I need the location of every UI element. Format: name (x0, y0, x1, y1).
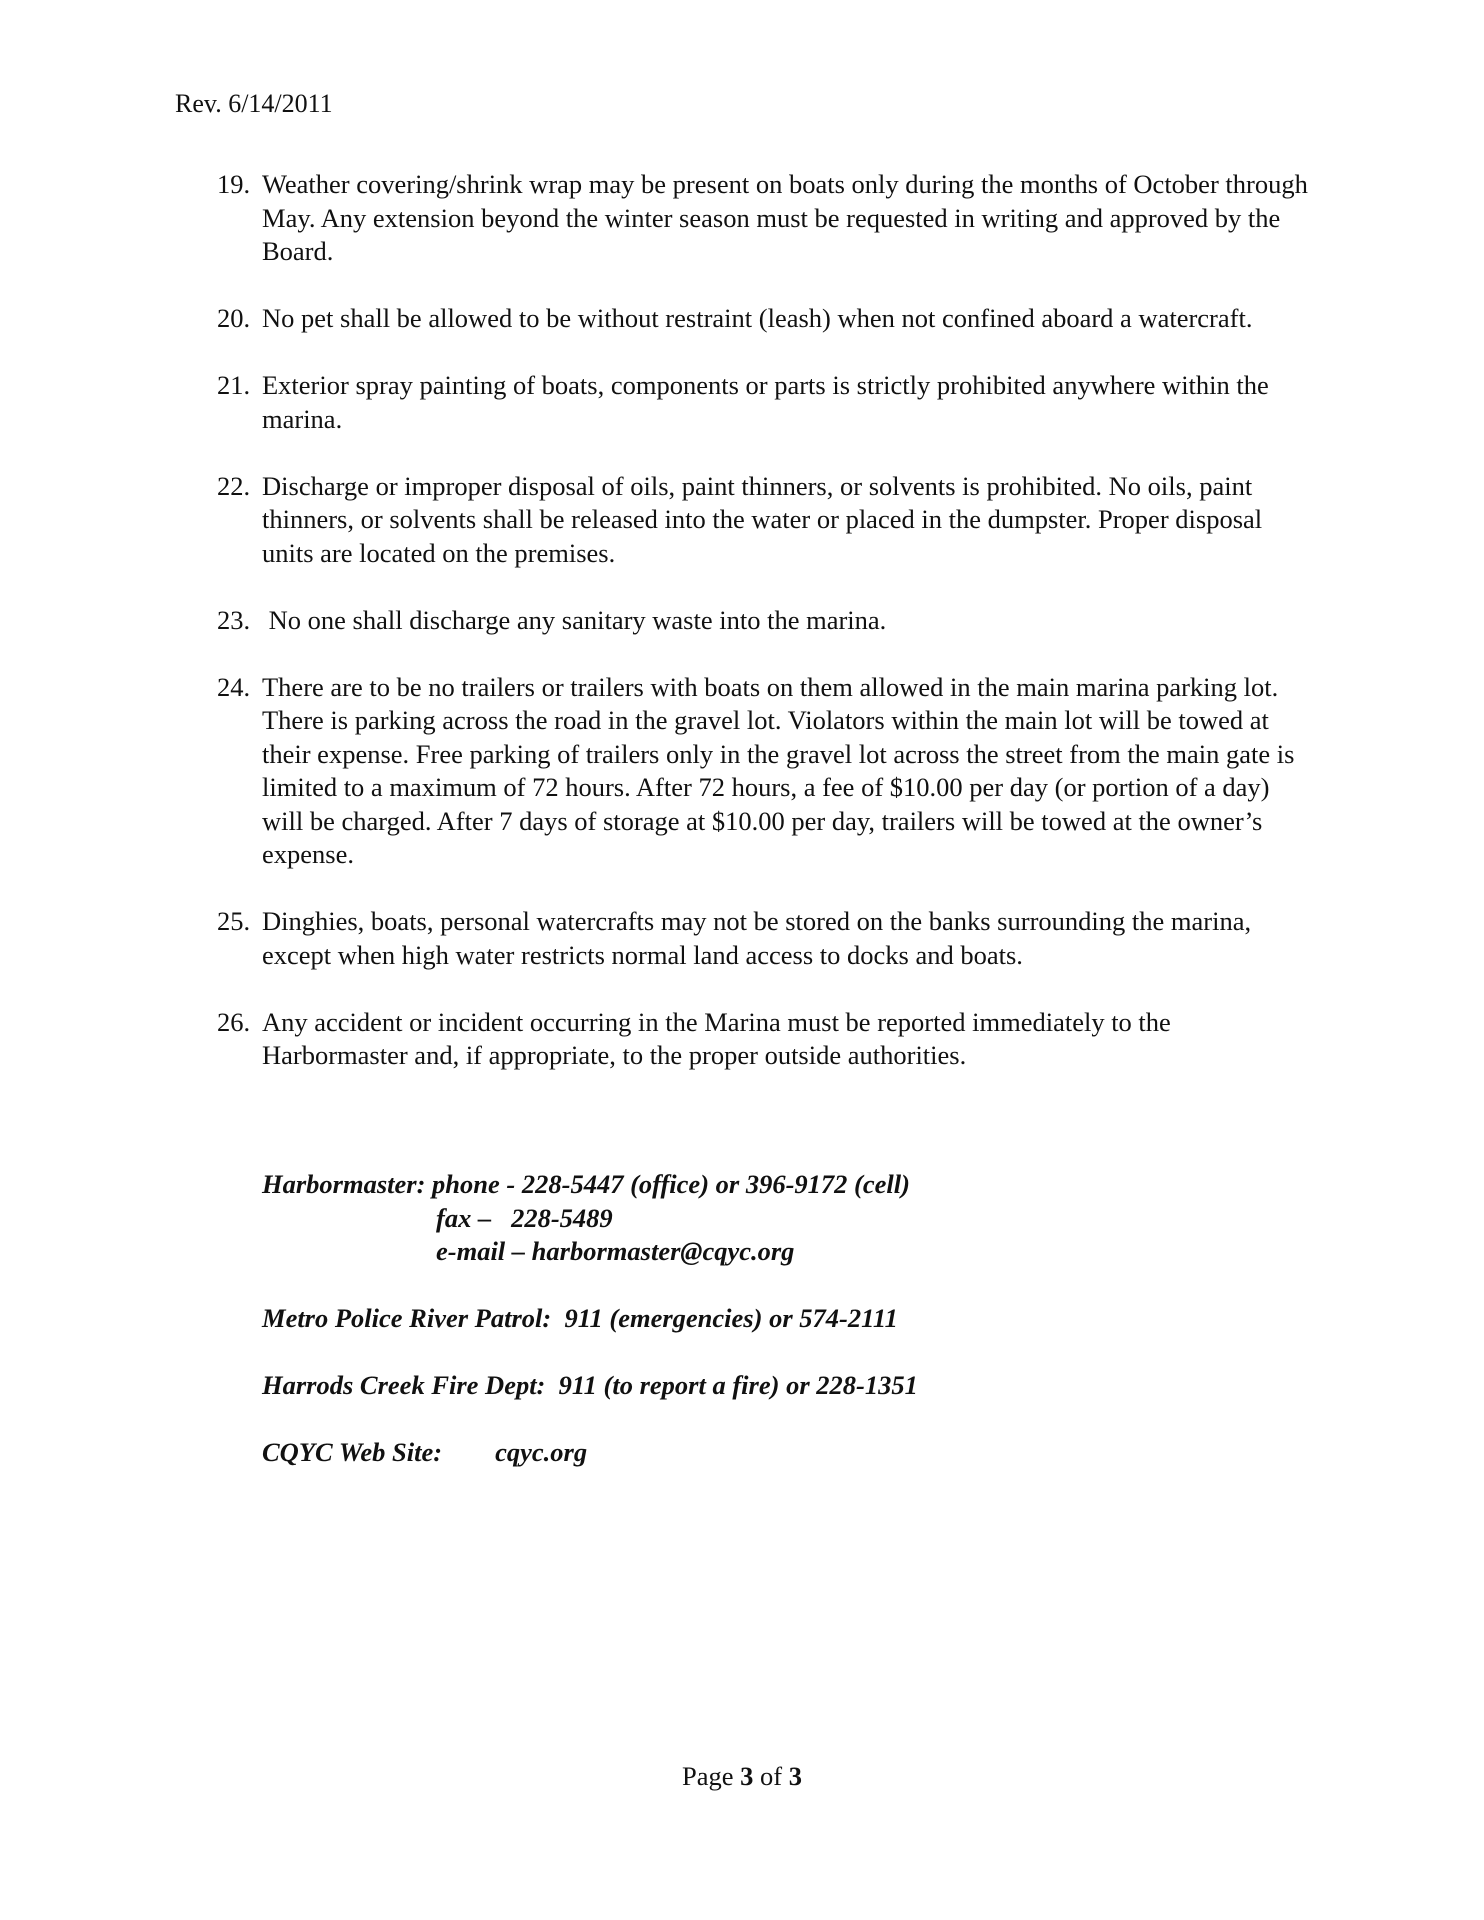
rule-text: Exterior spray painting of boats, components or parts is strictly prohibited anywhere within the marina. (262, 370, 1269, 434)
rule-text: Any accident or incident occurring in the Marina must be reported immediately to the Harbormaster and, if appropriate, to the proper outside authorities. (262, 1006, 1171, 1070)
rule-number: 26. (217, 1006, 251, 1037)
rule-number: 21. (217, 370, 251, 400)
revision-date: Rev. 6/14/2011 (175, 89, 333, 118)
rule-item (0, 1006, 1484, 1073)
rules-list (0, 168, 1484, 1106)
police-contact: Metro Police River Patrol: 911 (emergencies) or 574-2111 (262, 1303, 898, 1333)
page-label: Page (682, 1761, 741, 1791)
rule-text: No pet shall be allowed to be without restraint (leash) when not confined aboard a watercraft. (262, 303, 1253, 333)
rule-text: Discharge or improper disposal of oils, paint thinners, or solvents is prohibited. No oils, paint thinners, or solvents shall be released into the water or placed in the dumpster. Proper disposal units are located on the premises. (262, 470, 1263, 568)
harbormaster-email: e-mail – harbormaster@cqyc.org (436, 1236, 795, 1266)
rule-item (0, 168, 1484, 269)
rule-item (0, 604, 1484, 638)
page-footer (0, 1760, 1484, 1793)
rule-text: No one shall discharge any sanitary waste into the marina. (262, 604, 887, 635)
rule-item (0, 905, 1484, 972)
rule-text: Weather covering/shrink wrap may be present on boats only during the months of October through May. Any extension beyond the winter season must be requested in writing and approved by the Board. (262, 169, 1308, 266)
rule-number: 25. (217, 906, 251, 936)
rule-text: There are to be no trailers or trailers with boats on them allowed in the main marina parking lot. There is parking across the road in the gravel lot. Violators within the main lot will be towed at their expense. Free parking of trailers only in the gravel lot across the street from the main gate is limited to a maximum of 72 hours. After 72 hours, a fee of $10.00 per day (or portion of a day) will be charged. After 7 days of storage at $10.00 per day, trailers will be towed at the owner’s expense. (262, 671, 1295, 869)
rule-number: 22. (217, 470, 251, 501)
rule-number: 19. (217, 169, 251, 199)
page-of-label: of (753, 1761, 789, 1791)
page-current: 3 (740, 1761, 754, 1791)
rule-text: Dinghies, boats, personal watercrafts may not be stored on the banks surrounding the marina, except when high water restricts normal land access to docks and boats. (262, 906, 1252, 970)
rule-number: 23. (217, 604, 251, 635)
rule-item (0, 302, 1484, 336)
rule-number: 24. (217, 671, 251, 702)
contact-info (262, 1168, 918, 1503)
rule-number: 20. (217, 303, 251, 333)
page-total: 3 (788, 1761, 802, 1791)
rule-item (0, 671, 1484, 872)
harbormaster-contact (262, 1168, 918, 1269)
fire-contact: Harrods Creek Fire Dept: 911 (to report a fire) or 228-1351 (262, 1370, 918, 1400)
rule-item (0, 369, 1484, 436)
harbormaster-fax: fax – 228-5489 (436, 1202, 613, 1233)
harbormaster-phone: Harbormaster: phone - 228-5447 (office) or 396-9172 (cell) (262, 1169, 910, 1199)
website-contact: CQYC Web Site: cqyc.org (262, 1437, 588, 1467)
rule-item (0, 470, 1484, 571)
